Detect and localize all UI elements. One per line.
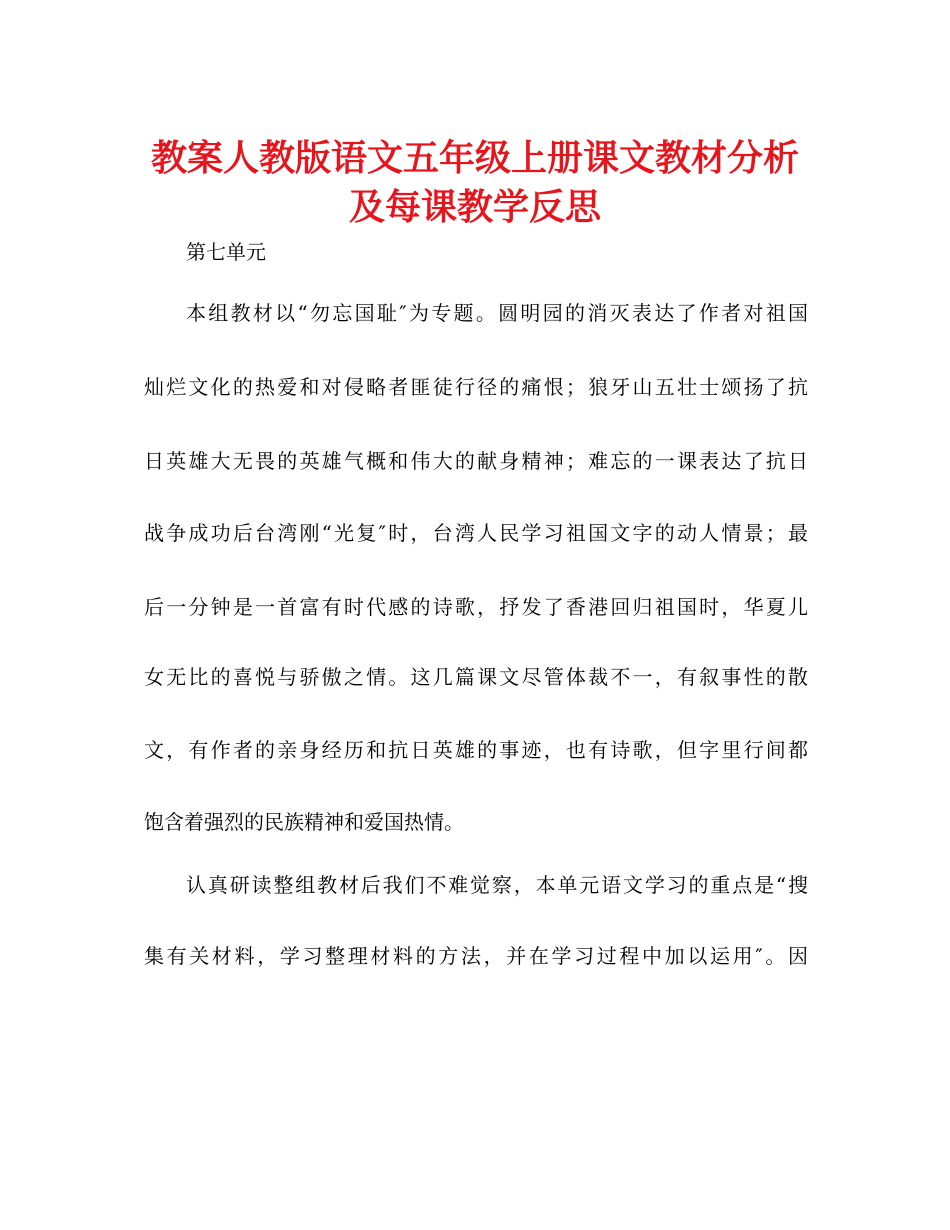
paragraph-1-line: 饱含着强烈的民族精神和爱国热情。 (144, 810, 464, 834)
document-title-line-1: 教案人教版语文五年级上册课文教材分析 (150, 138, 799, 179)
section-heading: 第七单元 (186, 240, 266, 264)
paragraph-1-line: 文，有作者的亲身经历和抗日英雄的事迹，也有诗歌，但字里行间都 (144, 738, 808, 762)
paragraph-2-line: 认真研读整组教材后我们不难觉察，本单元语文学习的重点是“搜 (186, 873, 808, 897)
document-title-line-2: 及每课教学反思 (348, 187, 601, 228)
paragraph-1-line: 战争成功后台湾刚“光复″时，台湾人民学习祖国文字的动人情景；最 (144, 521, 808, 545)
paragraph-1-line: 本组教材以“勿忘国耻″为专题。圆明园的消灭表达了作者对祖国 (186, 301, 808, 325)
paragraph-1-line: 日英雄大无畏的英雄气概和伟大的献身精神；难忘的一课表达了抗日 (144, 449, 808, 473)
paragraph-2-line: 集有关材料，学习整理材料的方法，并在学习过程中加以运用″。因 (144, 944, 808, 968)
paragraph-1-line: 灿烂文化的热爱和对侵略者匪徒行径的痛恨；狼牙山五壮士颂扬了抗 (144, 375, 808, 399)
paragraph-1-line: 女无比的喜悦与骄傲之情。这几篇课文尽管体裁不一，有叙事性的散 (144, 665, 808, 689)
paragraph-1-line: 后一分钟是一首富有时代感的诗歌，抒发了香港回归祖国时，华夏儿 (144, 595, 808, 619)
